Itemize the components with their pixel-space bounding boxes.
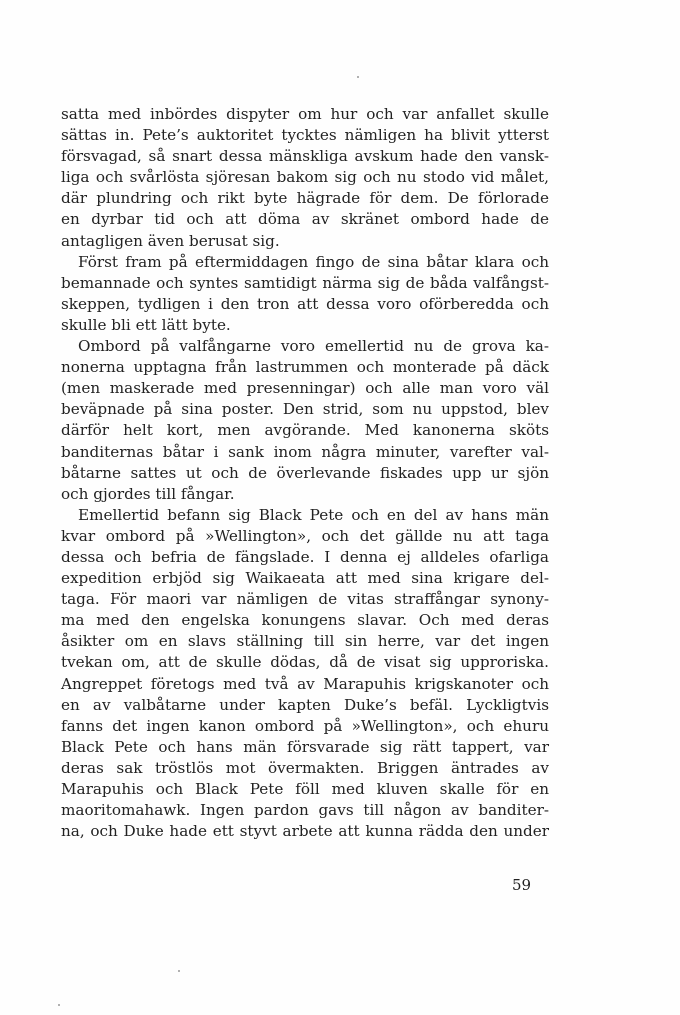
text-line: åsikter om en slavs ställning till sin herre, var det ingen (61, 632, 549, 651)
paragraph (61, 252, 549, 336)
body-text (61, 104, 549, 842)
text-line: Angreppet företogs med två av Marapuhis krigskanoter och (61, 674, 549, 693)
text-line: antagligen även berusat sig. (61, 231, 280, 250)
text-line: sättas in. Pete’s auktoritet tycktes nämligen ha blivit ytterst (61, 126, 549, 145)
text-line: na, och Duke hade ett styvt arbete att kunna rädda den under (61, 822, 549, 841)
text-line: en dyrbar tid och att döma av skränet ombord hade de (61, 210, 549, 229)
text-line: skeppen, tydligen i den tron att dessa voro oförberedda och (61, 294, 549, 313)
text-line: skulle bli ett lätt byte. (61, 315, 231, 334)
text-line: banditernas båtar i sank inom några minuter, varefter val- (61, 442, 549, 461)
text-line: kvar ombord på »Wellington», och det gällde nu att taga (61, 526, 549, 545)
paragraph (61, 336, 549, 505)
paper-speck (58, 1004, 60, 1006)
text-line: liga och svårlösta sjöresan bakom sig och nu stodo vid målet, (61, 168, 549, 187)
text-line: försvagad, så snart dessa mänskliga avskum hade den vansk- (61, 147, 549, 166)
text-line: Black Pete och hans män försvarade sig rätt tappert, var (61, 737, 549, 756)
text-line: Ombord på valfångarne voro emellertid nu de grova ka- (78, 337, 549, 356)
text-line: expedition erbjöd sig Waikaeata att med sina krigare del- (61, 569, 549, 588)
text-line: Först fram på eftermiddagen fingo de sina båtar klara och (78, 252, 549, 271)
text-line: bemannade och syntes samtidigt närma sig de båda valfångst- (61, 273, 549, 292)
text-line: Emellertid befann sig Black Pete och en del av hans män (78, 505, 549, 524)
text-line: beväpnade på sina poster. Den strid, som nu uppstod, blev (61, 400, 549, 419)
text-line: Marapuhis och Black Pete föll med kluven skalle för en (61, 780, 549, 798)
paper-speck (357, 76, 359, 78)
page-number: 59 (512, 876, 532, 894)
text-line: deras sak tröstlös mot övermakten. Briggen äntrades av (61, 758, 549, 777)
paragraph (61, 104, 549, 252)
paragraph (61, 505, 549, 843)
text-line: en av valbåtarne under kapten Duke’s befäl. Lyckligtvis (61, 695, 549, 714)
text-line: båtarne sattes ut och de överlevande fiskades upp ur sjön (61, 463, 549, 482)
text-line: satta med inbördes dispyter om hur och var anfallet skulle (61, 105, 549, 123)
text-line: där plundring och rikt byte hägrade för dem. De förlorade (61, 189, 549, 208)
text-line: dessa och befria de fängslade. I denna ej alldeles ofarliga (61, 547, 549, 566)
text-line: och gjordes till fångar. (61, 484, 235, 503)
text-line: fanns det ingen kanon ombord på »Wellington», och ehuru (61, 716, 549, 735)
text-line: (men maskerade med presenningar) och alle man voro väl (61, 379, 549, 398)
text-line: nonerna upptagna från lastrummen och monterade på däck (61, 358, 549, 377)
text-line: tvekan om, att de skulle dödas, då de visat sig upproriska. (61, 653, 549, 672)
text-line: taga. För maori var nämligen de vitas straffångar synony- (61, 590, 549, 609)
text-line: maoritomahawk. Ingen pardon gavs till någon av banditer- (61, 801, 549, 820)
text-line: ma med den engelska konungens slavar. Och med deras (61, 611, 549, 630)
paper-speck (178, 970, 180, 972)
text-line: därför helt kort, men avgörande. Med kanonerna sköts (61, 421, 549, 440)
